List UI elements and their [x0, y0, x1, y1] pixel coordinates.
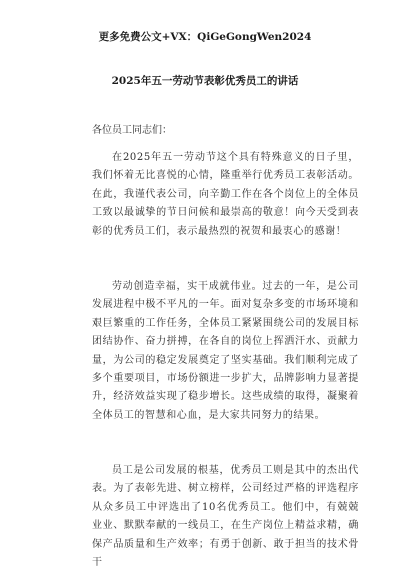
paragraph-achievements: 劳动创造幸福，实干成就伟业。过去的一年，是公司发展进程中极不平凡的一年。面对复杂多变的市场环境和艰巨繁重的工作任务，全体员工紧紧围绕公司的发展目标团结协作、奋力拼搏，在各自的岗位上挥洒汗水、贡献力量，为公司的稳定发展奠定了坚实基础。我们顺利完成了多个重要项目，市场份额进一步扩大，品牌影响力显著提升，经济效益实现了稳步增长。这些成绩的取得，凝聚着全体员工的智慧和心血，是大家共同努力的结果。 [92, 281, 359, 421]
paragraph-greeting: 在2025年五一劳动节这个具有特殊意义的日子里，我们怀着无比喜悦的心情，隆重举行优秀员工表彰活动。在此，我谨代表公司，向辛勤工作在各个岗位上的全体员工致以最诚挚的节日问候和最崇高的敬意！向今天受到表彰的优秀员工们，表示最热烈的祝贺和最衷心的感谢！ [92, 152, 359, 237]
paragraph-excellent-staff: 员工是公司发展的根基，优秀员工则是其中的杰出代表。为了表彰先进、树立榜样，公司经过严格的评选程序从众多员工中评选出了10名优秀员工。他们中，有兢兢业业、默默奉献的一线员工，在生产岗位上精益求精，确保产品质量和生产效率；有勇于创新、敢于担当的技术骨干 [92, 465, 359, 569]
watermark-text: 更多免费公文+VX：QiGeGongWen2024 [98, 31, 312, 43]
document-title: 2025年五一劳动节表彰优秀员工的讲话 [111, 75, 299, 87]
salutation: 各位员工同志们： [92, 125, 172, 136]
